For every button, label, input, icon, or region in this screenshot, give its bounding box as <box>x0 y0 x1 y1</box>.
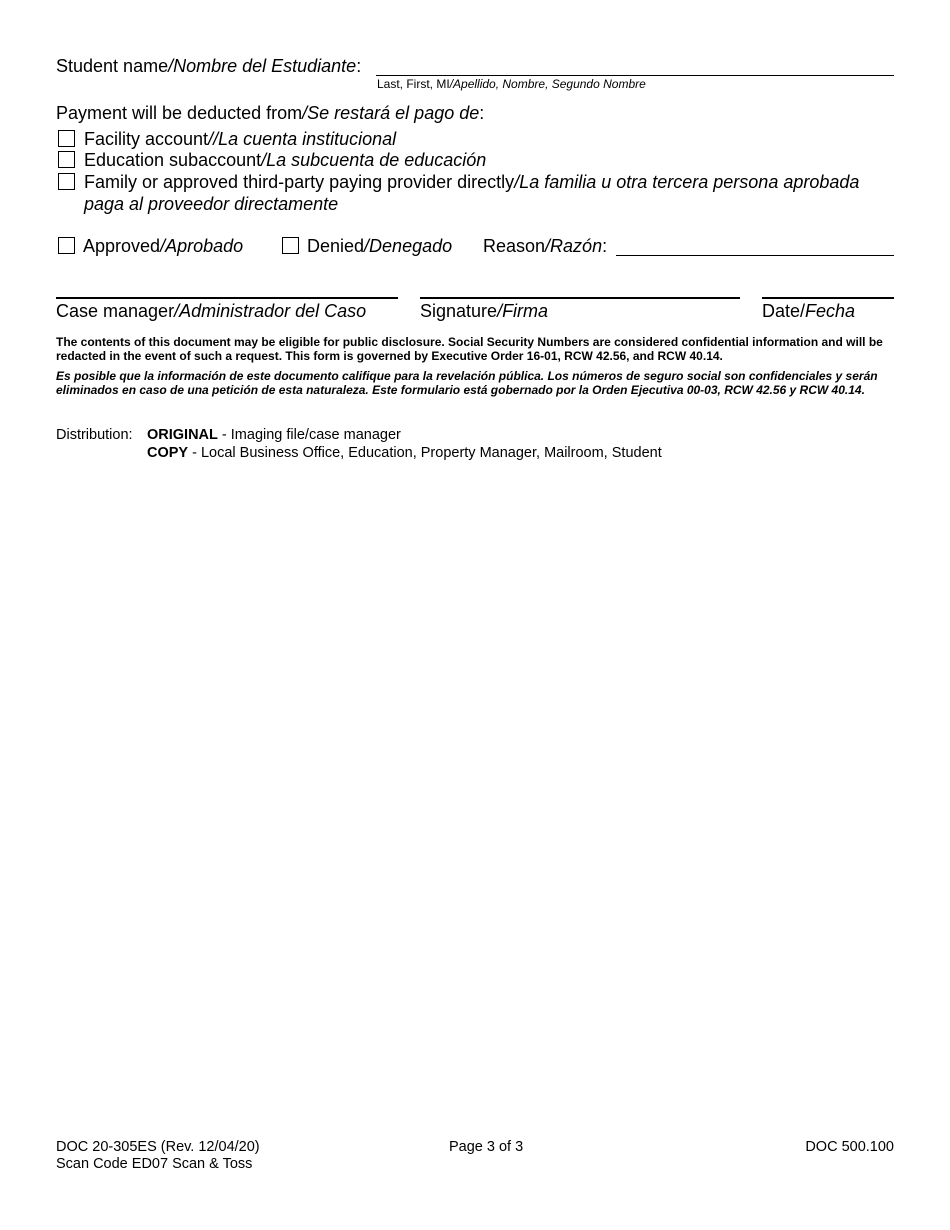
student-name-hint: Last, First, MI/Apellido, Nombre, Segundo Nombre <box>377 77 646 91</box>
denied-label: Denied/Denegado <box>307 236 453 256</box>
policy-number: DOC 500.100 <box>805 1139 894 1155</box>
scan-code: Scan Code ED07 Scan & Toss <box>56 1156 253 1172</box>
distribution-label: Distribution: <box>56 427 133 443</box>
signature-line[interactable] <box>420 297 740 299</box>
distribution-copy: COPY - Local Business Office, Education, Property Manager, Mailroom, Student <box>147 445 662 461</box>
disclosure-notice-es: Es posible que la información de este documento califique para la revelación pública. Los números de seguro social son confidenciales y serán eliminados en caso de una petición de esta naturaleza. Este formulario está gobernado por la Orden Ejecutiva 00-03, RCW 42.56 y RCW 40.14. <box>56 369 878 397</box>
form-number: DOC 20-305ES (Rev. 12/04/20) <box>56 1139 260 1155</box>
disclosure-notice-en: The contents of this document may be eligible for public disclosure. Social Security Numbers are considered confidential information and will be redacted in the event of such a request. This form is governed by Executive Order 16-01, RCW 42.56, and RCW 40.14. <box>56 335 883 363</box>
distribution-original: ORIGINAL - Imaging file/case manager <box>147 427 401 443</box>
student-name-field[interactable] <box>376 75 894 76</box>
facility-account-checkbox[interactable] <box>58 130 75 147</box>
facility-account-label: Facility account//La cuenta institucional <box>84 129 397 149</box>
date-line[interactable] <box>762 297 894 299</box>
third-party-provider-checkbox[interactable] <box>58 173 75 190</box>
case-manager-label: Case manager/Administrador del Caso <box>56 301 367 321</box>
education-subaccount-checkbox[interactable] <box>58 151 75 168</box>
page-number: Page 3 of 3 <box>449 1139 524 1155</box>
denied-checkbox[interactable] <box>282 237 299 254</box>
reason-label: Reason/Razón: <box>483 236 608 256</box>
payment-heading: Payment will be deducted from/Se restará el pago de: <box>56 103 485 123</box>
third-party-provider-label: Family or approved third-party paying provider directly/La familia u otra tercera persona aprobada <box>84 172 860 192</box>
approved-checkbox[interactable] <box>58 237 75 254</box>
signature-label: Signature/Firma <box>420 301 549 321</box>
case-manager-line[interactable] <box>56 297 398 299</box>
student-name-label: Student name/Nombre del Estudiante: <box>56 56 362 76</box>
approved-label: Approved/Aprobado <box>83 236 244 256</box>
education-subaccount-label: Education subaccount/La subcuenta de educación <box>84 150 487 170</box>
date-label: Date/Fecha <box>762 301 856 321</box>
third-party-provider-label-cont: paga al proveedor directamente <box>84 194 339 214</box>
reason-field[interactable] <box>616 255 894 256</box>
